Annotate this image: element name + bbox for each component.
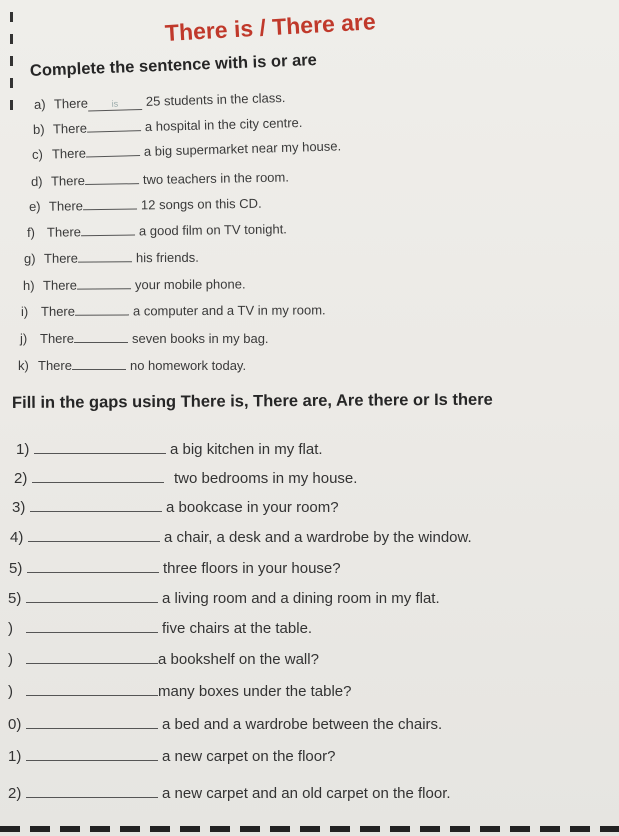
worksheet-title: There is / There are [164,8,377,46]
answer-blank[interactable] [26,716,158,729]
exercise2-item: 2) two bedrooms in my house. [14,470,358,487]
exercise2-item: ) a bookshelf on the wall? [8,651,319,668]
answer-blank[interactable] [32,470,164,483]
answer-blank[interactable] [86,144,140,158]
answer-blank[interactable] [26,651,158,664]
exercise1-item: i) There a computer and a TV in my room. [20,302,326,319]
exercise2-item: 5) three floors in your house? [9,560,341,577]
answer-blank[interactable] [26,748,158,761]
exercise1-item: j) There seven books in my bag. [20,331,269,346]
answer-blank[interactable] [27,560,159,573]
exercise2-item: 2) a new carpet and an old carpet on the floor. [8,785,451,802]
exercise2-item: 1) a new carpet on the floor? [8,748,336,765]
answer-blank[interactable] [26,785,158,798]
exercise1-item: f) There a good film on TV tonight. [26,221,287,240]
answer-blank[interactable] [34,441,166,454]
answer-blank[interactable] [28,529,160,542]
cut-line [0,826,619,832]
exercise1-item: g) There his friends. [23,249,199,266]
answer-blank[interactable] [83,197,137,210]
exercise1-item: h) There your mobile phone. [22,276,246,293]
answer-blank[interactable] [30,499,162,512]
exercise2-item: 1) a big kitchen in my flat. [16,441,323,458]
exercise1-item: d) There two teachers in the room. [30,169,290,189]
exercise2-item: ) five chairs at the table. [8,620,313,637]
exercise1-heading: Complete the sentence with is or are [29,50,318,80]
answer-blank[interactable]: is [88,98,142,112]
answer-blank[interactable] [26,620,158,633]
margin-marks [10,12,14,132]
exercise1-item: a) There is 25 students in the class. [33,89,286,112]
answer-blank[interactable] [78,250,132,262]
answer-blank[interactable] [75,303,129,315]
exercise2-item: ) many boxes under the table? [8,683,352,700]
exercise2-item: 5) a living room and a dining room in my flat. [8,590,440,607]
exercise2-item: 4) a chair, a desk and a wardrobe by the window. [10,529,472,546]
answer-blank[interactable] [72,358,126,370]
answer-blank[interactable] [26,590,158,603]
exercise1-item: e) There 12 songs on this CD. [28,195,262,214]
answer-blank[interactable] [87,119,141,132]
exercise1-item: c) There a big supermarket near my house. [31,138,342,162]
exercise2-heading: Fill in the gaps using There is, There are, Are there or Is there [11,390,493,412]
answer-blank[interactable] [26,683,158,696]
answer-blank[interactable] [77,277,131,289]
exercise1-item: k) There no homework today. [18,358,247,373]
exercise2-item: 0) a bed and a wardrobe between the chairs. [8,716,443,733]
exercise1-item: b) There a hospital in the city centre. [32,114,303,137]
answer-blank[interactable] [81,223,135,236]
answer-blank[interactable] [85,172,139,185]
exercise2-item: 3) a bookcase in your room? [12,499,339,516]
answer-blank[interactable] [74,331,128,343]
